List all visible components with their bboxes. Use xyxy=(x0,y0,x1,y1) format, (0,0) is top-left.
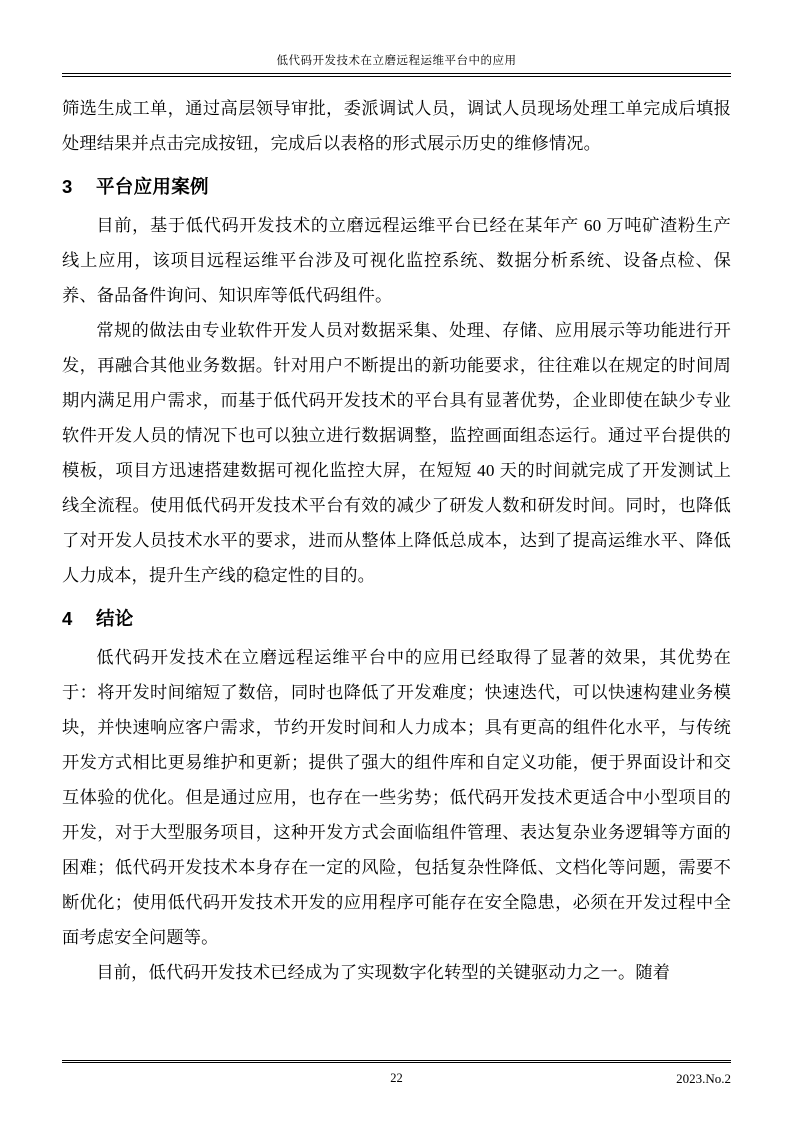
paragraph-continuation: 筛选生成工单，通过高层领导审批，委派调试人员，调试人员现场处理工单完成后填报处理结果并点击完成按钮，完成后以表格的形式展示历史的维修情况。 xyxy=(62,99,731,153)
paragraph-3-1: 目前，基于低代码开发技术的立磨远程运维平台已经在某年产 60 万吨矿渣粉生产线上应用，该项目远程运维平台涉及可视化监控系统、数据分析系统、设备点检、保养、备品备件询问、知识库等低代码组件。 xyxy=(62,216,731,305)
page-footer xyxy=(62,1060,731,1087)
page-content xyxy=(62,52,731,1082)
body-text xyxy=(62,91,731,990)
issue-label: 2023.No.2 xyxy=(676,1071,731,1086)
section-number-4: 4 xyxy=(62,608,73,629)
section-heading-4 xyxy=(62,602,731,636)
paragraph-3-2: 常规的做法由专业软件开发人员对数据采集、处理、存储、应用展示等功能进行开发，再融合其他业务数据。针对用户不断提出的新功能要求，往往难以在规定的时间周期内满足用户需求，而基于低代码开发技术的平台具有显著优势，企业即使在缺少专业软件开发人员的情况下也可以独立进行数据调整，监控画面组态运行。通过平台提供的模板，项目方迅速搭建数据可视化监控大屏，在短短 40 天的时间就完成了开发测试上线全流程。使用低代码开发技术平台有效的减少了研发人数和研发时间。同时，也降低了对开发人员技术水平的要求，进而从整体上降低总成本，达到了提高运维水平、降低人力成本，提升生产线的稳定性的目的。 xyxy=(62,321,731,585)
section-title-4: 结论 xyxy=(96,608,134,629)
header-title: 低代码开发技术在立磨远程运维平台中的应用 xyxy=(276,55,517,67)
paragraph-4-2: 目前，低代码开发技术已经成为了实现数字化转型的关键驱动力之一。随着 xyxy=(96,963,671,982)
footer-rule-thick xyxy=(62,1060,731,1061)
page-number: 22 xyxy=(390,1071,403,1085)
paragraph-4-1: 低代码开发技术在立磨远程运维平台中的应用已经取得了显著的效果，其优势在于：将开发时间缩短了数倍，同时也降低了开发难度；快速迭代，可以快速构建业务模块，并快速响应客户需求，节约开发时间和人力成本；具有更高的组件化水平，与传统开发方式相比更易维护和更新；提供了强大的组件库和自定义功能，便于界面设计和交互体验的优化。但是通过应用，也存在一些劣势；低代码开发技术更适合中小型项目的开发，对于大型服务项目，这种开发方式会面临组件管理、表达复杂业务逻辑等方面的困难；低代码开发技术本身存在一定的风险，包括复杂性降低、文档化等问题，需要不断优化；使用低代码开发技术开发的应用程序可能存在安全隐患，必须在开发过程中全面考虑安全问题等。 xyxy=(62,648,731,947)
section-title-3: 平台应用案例 xyxy=(96,176,209,197)
header-rule-thick xyxy=(62,73,731,74)
page-header xyxy=(62,52,731,73)
header-rule-thin xyxy=(62,76,731,77)
section-heading-3 xyxy=(62,170,731,204)
footer-row xyxy=(62,1071,731,1086)
section-number-3: 3 xyxy=(62,176,73,197)
footer-rule-thin xyxy=(62,1062,731,1063)
